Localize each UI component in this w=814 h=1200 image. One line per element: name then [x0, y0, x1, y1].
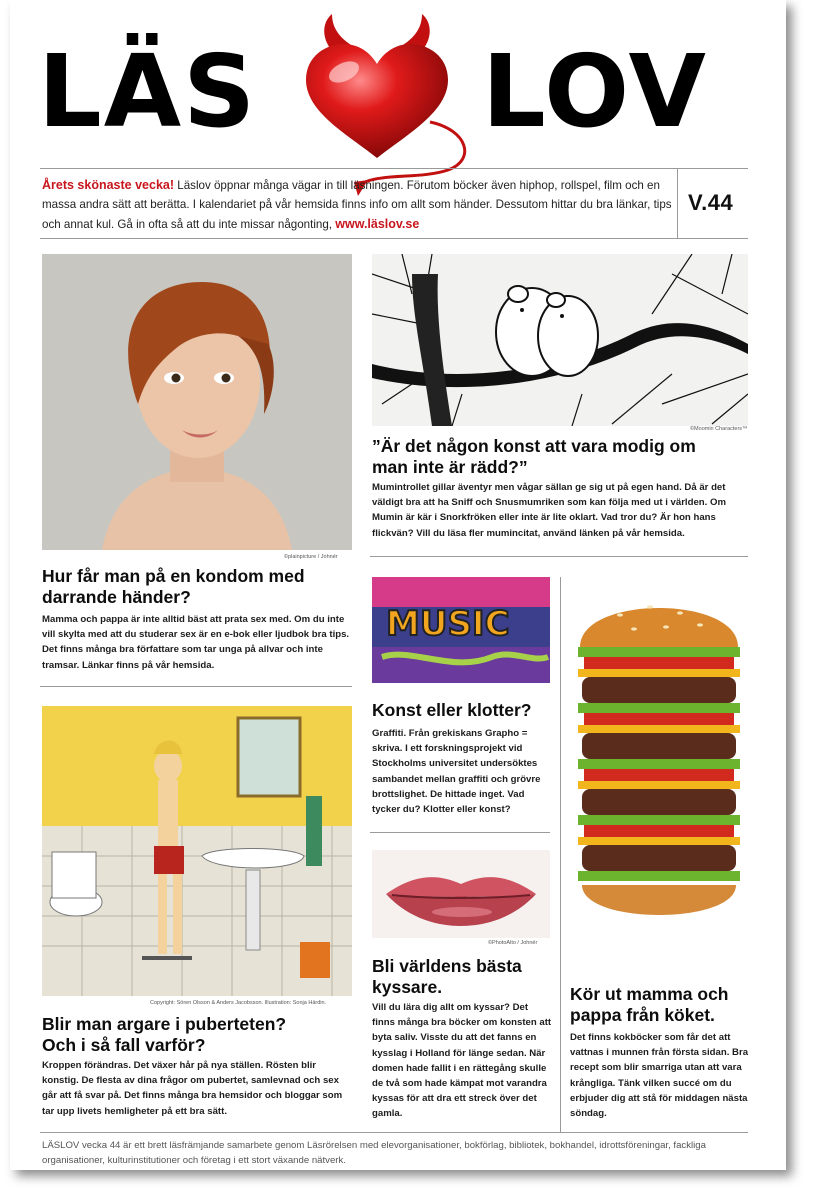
moomin-illustration: [372, 254, 748, 426]
graffiti-photo: [372, 577, 550, 683]
website-link[interactable]: www.läslov.se: [335, 216, 420, 231]
rule-graffiti: [370, 832, 550, 833]
graffiti-text: MUSIC: [386, 604, 510, 644]
woman-portrait-photo: [42, 254, 352, 550]
masthead-title-right: LOV: [482, 33, 708, 150]
intro-bottom-rule: [40, 238, 748, 239]
body-kyssare: Vill du lära dig allt om kyssar? Det finns många bra böcker om konsten att byta saliv. Visste du att det fanns en kysslag i Holland för länge sedan. När domen hade fallit i en rättegång skulle de två som hade kämpat mot varandra kyssas för att dra ett streck över det gamla.: [372, 1002, 552, 1120]
headline-koket-line2: pappa från köket.: [570, 1004, 715, 1025]
headline-graffiti: Konst eller klotter?: [372, 700, 532, 720]
headline-kondom-line1: Hur får man på en kondom med: [42, 566, 305, 586]
body-koket: Det finns kokböcker som får det att vattnas i munnen från första sidan. Bra recept som blir smarriga utan att vara krångliga. Tänk vilken succé om du erbjuder dig att stå för middagen nästa söndag.: [570, 1032, 749, 1120]
column-divider: [560, 577, 561, 1132]
headline-koket-line1: Kör ut mamma och: [570, 984, 729, 1004]
issue-label: V.44: [688, 190, 734, 215]
body-graffiti: Graffiti. Från grekiskans Grapho = skriva. I ett forskningsprojekt vid Stockholms universitet undersöktes sambandet mellan graffiti och grövre brottslighet. De hittade inget. Vad tycker du? Klotter eller konst?: [372, 728, 541, 816]
bathroom-illustration: [42, 706, 352, 996]
headline-kyssare-line1: Bli världens bästa: [372, 956, 522, 976]
body-kondom: Mamma och pappa är inte alltid bäst att prata sex med. Om du inte vill skylta med att du studerar sex är en e-bok eller ljudbok bra tips. Det finns många bra författare som tar unga på allvar och inte tramsar. Länkar finns på vår hemsida.: [42, 614, 350, 671]
intro-highlight: Årets skönaste vecka!: [42, 178, 175, 192]
masthead-rule: [40, 168, 748, 169]
illustration-credit-pubertet: Copyright: Sören Olsson & Anders Jacobsson. Illustration: Sonja Härdin.: [150, 1000, 327, 1006]
rule-mumin: [370, 556, 748, 557]
headline-mumin: [372, 436, 748, 477]
body-pubertet: Kroppen förändras. Det växer hår på nya ställen. Rösten blir konstig. De flesta av dina frågor om pubertet, samlevnad och sex går att få svar på. Det finns många bra hemsidor och bloggar som tar upp livets hemligheter på ett bra sätt.: [42, 1060, 343, 1117]
intro-text: Läslov öppnar många vägar in till läsningen. Förutom böcker även hiphop, rollspel, film och en massa andra sätt att berätta. I kalendariet på vår hemsida finns info om allt som händer. Dessutom hittar du bra länkar, tips och annat kul. Gå in ofta så att du inte missar någonting,: [42, 179, 672, 231]
footer-rule: [40, 1132, 748, 1133]
issue-divider: [677, 168, 678, 238]
burger-photo: [570, 585, 748, 973]
photo-credit-kondom: ©plainpicture / Johnér: [284, 554, 338, 560]
intro-paragraph: [42, 176, 674, 234]
headline-kyssare-line2: kyssare.: [372, 976, 443, 997]
photo-credit-mumin: ©Moomin Characters™: [690, 426, 748, 432]
headline-pubertet-line1: Blir man argare i puberteten?: [42, 1014, 287, 1034]
headline-mumin-line1: ”Är det någon konst att vara modig om: [372, 436, 696, 456]
photo-credit-kyssare: ©PhotoAlto / Johnér: [488, 940, 538, 946]
footer-text: LÄSLOV vecka 44 är ett brett läsfrämjande samarbete genom Läsrörelsen med elevorganisationer, bokförlag, bibliotek, bokhandel, idrottsföreningar, fackliga organisationer, kulturinstitutioner och företag i ett stort växande nätverk.: [42, 1140, 706, 1166]
headline-pubertet: [42, 1014, 352, 1055]
headline-kondom-line2: darrande händer?: [42, 586, 191, 607]
masthead-title-left: LÄS: [38, 33, 258, 150]
rule-kondom: [40, 686, 352, 687]
headline-koket: [570, 984, 748, 1025]
headline-mumin-line2: man inte är rädd?”: [372, 456, 528, 477]
headline-kondom: [42, 566, 352, 607]
headline-kyssare: [372, 956, 550, 997]
lips-photo: [372, 850, 550, 938]
headline-pubertet-line2: Och i så fall varför?: [42, 1034, 206, 1055]
body-mumin: Mumintrollet gillar äventyr men vågar sällan ge sig ut på egen hand. Då är det väldigt bra att ha Sniff och Snusmumriken som kan följa med ut i världen. Om Mumin är kär i Snorkfröken eller inte är lite oklart. Vad tror du? Är hon hans flickvän? Vill du läsa fler mumincitat, använd länken på vår hemsida.: [372, 482, 726, 539]
